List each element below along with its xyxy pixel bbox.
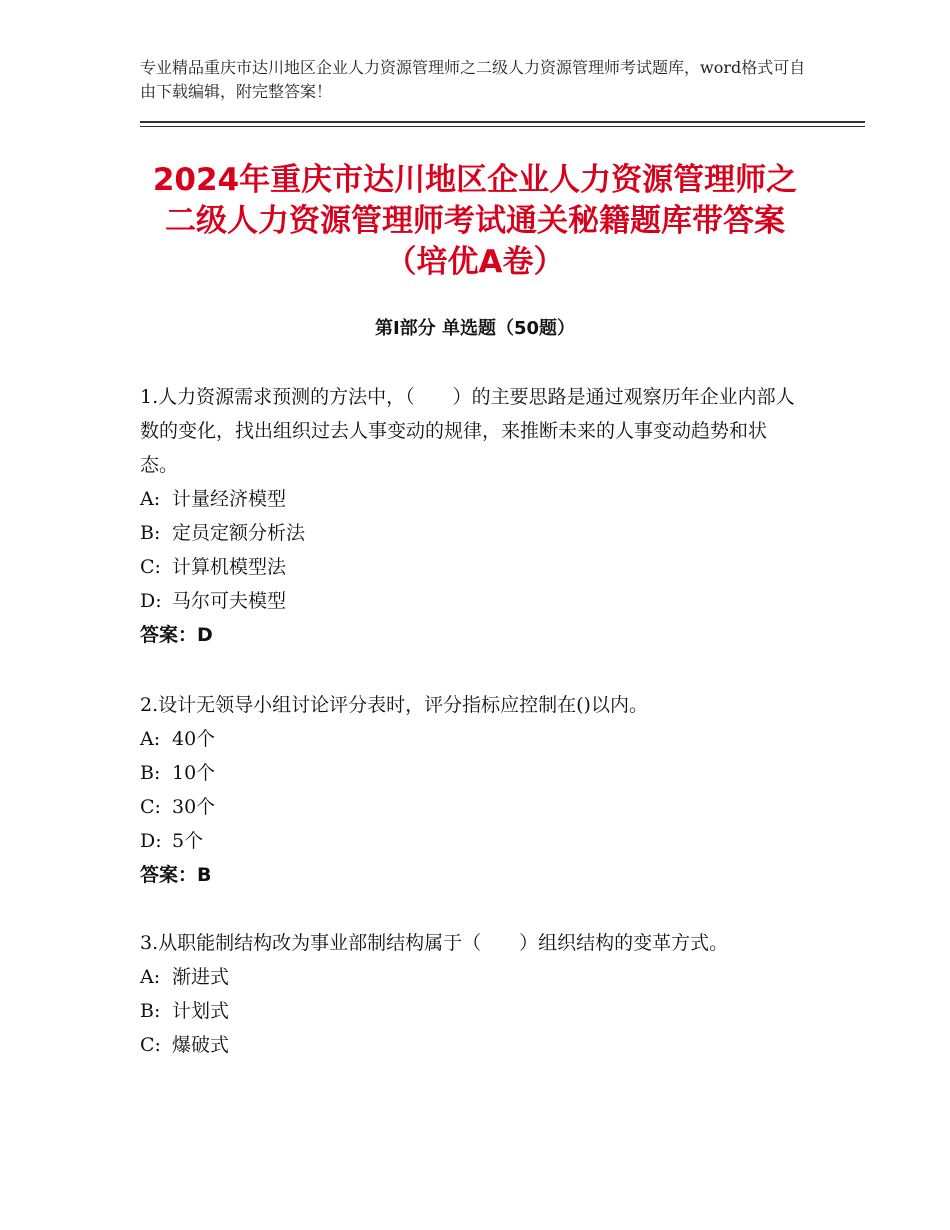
option-text: 计划式 — [172, 1000, 230, 1022]
option-a — [140, 960, 800, 994]
option-text: 定员定额分析法 — [172, 522, 306, 544]
option-letter: A: — [140, 488, 161, 510]
option-c — [140, 790, 800, 824]
question-answer: 答案：B — [140, 864, 212, 886]
option-letter: B: — [140, 1000, 161, 1022]
question-2 — [140, 688, 800, 892]
option-a — [140, 722, 800, 756]
document-title: 2024年重庆市达川地区企业人力资源管理师之二级人力资源管理师考试通关秘籍题库带答案（培优A卷） — [152, 162, 798, 280]
header-note: 专业精品重庆市达川地区企业人力资源管理师之二级人力资源管理师考试题库，word格式可自由下载编辑，附完整答案！ — [140, 58, 806, 101]
option-b — [140, 756, 800, 790]
question-stem: 2.设计无领导小组讨论评分表时，评分指标应控制在()以内。 — [140, 694, 648, 716]
option-text: 渐进式 — [172, 966, 230, 988]
option-text: 10个 — [172, 762, 216, 784]
option-text: 计算机模型法 — [172, 556, 287, 578]
question-1 — [140, 380, 800, 652]
option-text: 爆破式 — [172, 1034, 230, 1056]
option-letter: C: — [140, 556, 161, 578]
option-d — [140, 584, 800, 618]
option-d — [140, 824, 800, 858]
option-letter: D: — [140, 830, 162, 852]
question-3 — [140, 926, 800, 1062]
question-stem: 1.人力资源需求预测的方法中，（ ）的主要思路是通过观察历年企业内部人数的变化，找出组织过去人事变动的规律，来推断未来的人事变动趋势和状态。 — [140, 386, 795, 476]
option-letter: B: — [140, 762, 161, 784]
option-text: 30个 — [172, 796, 216, 818]
option-c — [140, 1028, 800, 1062]
option-text: 40个 — [172, 728, 216, 750]
option-text: 计量经济模型 — [172, 488, 287, 510]
option-text: 5个 — [172, 830, 204, 852]
option-a — [140, 482, 800, 516]
option-text: 马尔可夫模型 — [172, 590, 287, 612]
question-stem: 3.从职能制结构改为事业部制结构属于（ ）组织结构的变革方式。 — [140, 932, 729, 954]
option-letter: A: — [140, 966, 161, 988]
option-letter: C: — [140, 796, 161, 818]
question-answer: 答案：D — [140, 624, 213, 646]
option-b — [140, 516, 800, 550]
header-divider — [140, 121, 865, 127]
option-c — [140, 550, 800, 584]
section-title: 第Ⅰ部分 单选题（50题） — [374, 318, 575, 339]
option-letter: C: — [140, 1034, 161, 1056]
option-b — [140, 994, 800, 1028]
option-letter: B: — [140, 522, 161, 544]
option-letter: D: — [140, 590, 162, 612]
option-letter: A: — [140, 728, 161, 750]
